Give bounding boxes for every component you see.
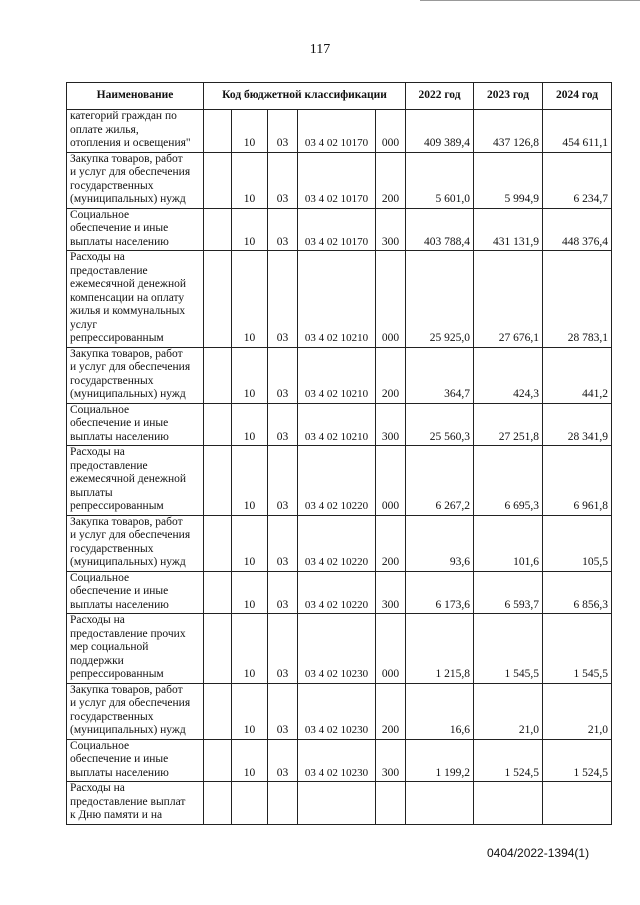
cell-value-2023: 424,3 xyxy=(474,347,543,403)
name-line: услуг xyxy=(70,318,98,331)
cell-target-article: 03 4 02 10230 xyxy=(298,739,376,782)
cell-subsection: 03 xyxy=(268,110,298,153)
cell-spacer xyxy=(204,782,232,825)
cell-subsection: 03 xyxy=(268,571,298,614)
page-number: 117 xyxy=(309,42,331,57)
cell-target-article: 03 4 02 10220 xyxy=(298,446,376,516)
name-line: отопления и освещения" xyxy=(70,137,191,149)
cell-value-2024: 6 961,8 xyxy=(543,446,612,516)
cell-section: 10 xyxy=(232,208,268,251)
name-line: репрессированным xyxy=(70,500,164,512)
cell-spacer xyxy=(204,251,232,348)
cell-subsection xyxy=(268,782,298,825)
cell-expense-type: 200 xyxy=(376,152,406,208)
header-year-2023: 2023 год xyxy=(474,83,543,110)
name-line: государственных xyxy=(70,179,154,192)
cell-expense-type: 000 xyxy=(376,446,406,516)
cell-value-2024: 6 856,3 xyxy=(543,571,612,614)
cell-spacer xyxy=(204,571,232,614)
cell-subsection: 03 xyxy=(268,614,298,684)
cell-name xyxy=(67,403,204,446)
name-line: Расходы на xyxy=(70,782,125,794)
cell-spacer xyxy=(204,739,232,782)
name-line: Закупка товаров, работ xyxy=(70,152,183,165)
name-line: ежемесячной денежной xyxy=(70,278,186,290)
cell-section: 10 xyxy=(232,446,268,516)
cell-value-2022: 364,7 xyxy=(406,347,474,403)
cell-spacer xyxy=(204,403,232,446)
table-row xyxy=(67,683,612,739)
cell-name xyxy=(67,515,204,571)
name-line: мер социальной xyxy=(70,641,149,653)
name-line: и услуг для обеспечения xyxy=(70,166,191,178)
header-name: Наименование xyxy=(67,83,204,110)
table-row xyxy=(67,110,612,153)
name-line: репрессированным xyxy=(70,668,164,680)
cell-subsection: 03 xyxy=(268,251,298,348)
name-line: и услуг для обеспечения xyxy=(70,529,191,541)
cell-target-article: 03 4 02 10170 xyxy=(298,152,376,208)
header-code: Код бюджетной классификации xyxy=(204,83,406,110)
cell-value-2024: 1 545,5 xyxy=(543,614,612,684)
name-line: компенсации на оплату xyxy=(70,291,185,304)
cell-value-2024: 6 234,7 xyxy=(543,152,612,208)
name-line: Закупка товаров, работ xyxy=(70,347,183,360)
cell-value-2022: 6 173,6 xyxy=(406,571,474,614)
header-year-2022: 2022 год xyxy=(406,83,474,110)
cell-spacer xyxy=(204,683,232,739)
cell-section: 10 xyxy=(232,515,268,571)
cell-section: 10 xyxy=(232,347,268,403)
name-line: (муниципальных) нужд xyxy=(70,556,186,568)
name-line: Социальное xyxy=(70,571,130,584)
cell-section: 10 xyxy=(232,683,268,739)
cell-subsection: 03 xyxy=(268,347,298,403)
table-row xyxy=(67,403,612,446)
cell-spacer xyxy=(204,152,232,208)
top-edge-line xyxy=(420,0,640,1)
cell-section: 10 xyxy=(232,403,268,446)
table-row xyxy=(67,515,612,571)
cell-expense-type: 000 xyxy=(376,614,406,684)
cell-name xyxy=(67,614,204,684)
cell-name xyxy=(67,347,204,403)
cell-expense-type: 300 xyxy=(376,403,406,446)
name-line: предоставление прочих xyxy=(70,627,186,640)
cell-value-2023 xyxy=(474,782,543,825)
name-line: выплаты населению xyxy=(70,598,169,611)
cell-value-2022: 25 925,0 xyxy=(406,251,474,348)
name-line: Расходы на xyxy=(70,446,125,458)
name-line: Закупка товаров, работ xyxy=(70,683,183,696)
name-line: предоставление выплат xyxy=(70,795,186,808)
cell-expense-type: 000 xyxy=(376,251,406,348)
cell-target-article: 03 4 02 10220 xyxy=(298,515,376,571)
cell-value-2023: 27 676,1 xyxy=(474,251,543,348)
name-line: и услуг для обеспечения xyxy=(70,361,191,373)
cell-target-article: 03 4 02 10170 xyxy=(298,110,376,153)
name-line: обеспечение и иные xyxy=(70,222,169,234)
name-line: репрессированным xyxy=(70,332,164,344)
cell-name xyxy=(67,110,204,153)
cell-subsection: 03 xyxy=(268,403,298,446)
table-row xyxy=(67,782,612,825)
cell-section: 10 xyxy=(232,571,268,614)
cell-name xyxy=(67,208,204,251)
table-row xyxy=(67,614,612,684)
name-line: Социальное xyxy=(70,739,130,752)
cell-value-2023: 431 131,9 xyxy=(474,208,543,251)
name-line: выплаты населению xyxy=(70,235,169,248)
name-line: к Дню памяти и на xyxy=(70,809,163,821)
name-line: поддержки xyxy=(70,654,124,667)
cell-value-2024 xyxy=(543,782,612,825)
name-line: (муниципальных) нужд xyxy=(70,724,186,736)
table-row xyxy=(67,347,612,403)
name-line: Социальное xyxy=(70,403,130,416)
cell-value-2022: 93,6 xyxy=(406,515,474,571)
name-line: выплаты населению xyxy=(70,766,169,779)
budget-table xyxy=(66,82,612,825)
cell-section xyxy=(232,782,268,825)
cell-expense-type: 300 xyxy=(376,208,406,251)
cell-target-article: 03 4 02 10170 xyxy=(298,208,376,251)
cell-value-2022: 1 215,8 xyxy=(406,614,474,684)
cell-target-article: 03 4 02 10210 xyxy=(298,403,376,446)
cell-subsection: 03 xyxy=(268,152,298,208)
cell-value-2024: 448 376,4 xyxy=(543,208,612,251)
table-body xyxy=(67,110,612,825)
cell-name xyxy=(67,739,204,782)
cell-name xyxy=(67,571,204,614)
cell-target-article xyxy=(298,782,376,825)
name-line: оплате жилья, xyxy=(70,123,139,136)
header-year-2024: 2024 год xyxy=(543,83,612,110)
name-line: и услуг для обеспечения xyxy=(70,697,191,709)
table-header-row xyxy=(67,83,612,110)
name-line: государственных xyxy=(70,542,154,555)
cell-spacer xyxy=(204,208,232,251)
cell-subsection: 03 xyxy=(268,446,298,516)
cell-value-2022: 5 601,0 xyxy=(406,152,474,208)
cell-section: 10 xyxy=(232,152,268,208)
cell-value-2024: 105,5 xyxy=(543,515,612,571)
name-line: Расходы на xyxy=(70,251,125,263)
name-line: Закупка товаров, работ xyxy=(70,515,183,528)
cell-name xyxy=(67,251,204,348)
cell-subsection: 03 xyxy=(268,208,298,251)
cell-value-2023: 5 994,9 xyxy=(474,152,543,208)
cell-expense-type: 200 xyxy=(376,347,406,403)
name-line: ежемесячной денежной xyxy=(70,473,186,485)
cell-value-2023: 6 695,3 xyxy=(474,446,543,516)
name-line: выплаты населению xyxy=(70,430,169,443)
cell-name xyxy=(67,683,204,739)
name-line: категорий граждан по xyxy=(70,110,177,122)
cell-subsection: 03 xyxy=(268,683,298,739)
cell-spacer xyxy=(204,614,232,684)
cell-name xyxy=(67,446,204,516)
cell-value-2022: 6 267,2 xyxy=(406,446,474,516)
table-row xyxy=(67,446,612,516)
cell-expense-type: 200 xyxy=(376,515,406,571)
cell-section: 10 xyxy=(232,110,268,153)
cell-value-2023: 27 251,8 xyxy=(474,403,543,446)
cell-section: 10 xyxy=(232,251,268,348)
cell-name xyxy=(67,782,204,825)
cell-value-2023: 1 545,5 xyxy=(474,614,543,684)
name-line: обеспечение и иные xyxy=(70,753,169,765)
cell-value-2022 xyxy=(406,782,474,825)
table-row xyxy=(67,208,612,251)
table-row xyxy=(67,739,612,782)
name-line: (муниципальных) нужд xyxy=(70,193,186,205)
name-line: обеспечение и иные xyxy=(70,417,169,429)
cell-value-2022: 1 199,2 xyxy=(406,739,474,782)
cell-target-article: 03 4 02 10220 xyxy=(298,571,376,614)
name-line: Социальное xyxy=(70,208,130,221)
cell-section: 10 xyxy=(232,739,268,782)
cell-value-2022: 16,6 xyxy=(406,683,474,739)
cell-expense-type: 300 xyxy=(376,739,406,782)
name-line: предоставление xyxy=(70,459,148,472)
cell-value-2024: 21,0 xyxy=(543,683,612,739)
cell-spacer xyxy=(204,446,232,516)
cell-section: 10 xyxy=(232,614,268,684)
name-line: (муниципальных) нужд xyxy=(70,388,186,400)
name-line: государственных xyxy=(70,374,154,387)
cell-target-article: 03 4 02 10230 xyxy=(298,614,376,684)
cell-value-2024: 28 341,9 xyxy=(543,403,612,446)
cell-value-2024: 454 611,1 xyxy=(543,110,612,153)
document-id: 0404/2022-1394(1) xyxy=(487,846,590,860)
name-line: обеспечение и иные xyxy=(70,585,169,597)
cell-name xyxy=(67,152,204,208)
cell-value-2022: 25 560,3 xyxy=(406,403,474,446)
name-line: Расходы на xyxy=(70,614,125,626)
cell-value-2023: 1 524,5 xyxy=(474,739,543,782)
cell-value-2023: 101,6 xyxy=(474,515,543,571)
cell-expense-type: 200 xyxy=(376,683,406,739)
table-row xyxy=(67,571,612,614)
cell-subsection: 03 xyxy=(268,739,298,782)
cell-target-article: 03 4 02 10210 xyxy=(298,347,376,403)
cell-expense-type: 000 xyxy=(376,110,406,153)
cell-value-2024: 1 524,5 xyxy=(543,739,612,782)
cell-expense-type xyxy=(376,782,406,825)
cell-value-2023: 437 126,8 xyxy=(474,110,543,153)
cell-value-2022: 403 788,4 xyxy=(406,208,474,251)
table-row xyxy=(67,152,612,208)
cell-value-2024: 28 783,1 xyxy=(543,251,612,348)
cell-target-article: 03 4 02 10230 xyxy=(298,683,376,739)
cell-spacer xyxy=(204,110,232,153)
name-line: выплаты xyxy=(70,486,113,499)
cell-spacer xyxy=(204,347,232,403)
cell-spacer xyxy=(204,515,232,571)
name-line: жилья и коммунальных xyxy=(70,305,186,317)
table-row xyxy=(67,251,612,348)
name-line: государственных xyxy=(70,710,154,723)
name-line: предоставление xyxy=(70,264,148,277)
cell-target-article: 03 4 02 10210 xyxy=(298,251,376,348)
cell-subsection: 03 xyxy=(268,515,298,571)
cell-value-2024: 441,2 xyxy=(543,347,612,403)
cell-value-2022: 409 389,4 xyxy=(406,110,474,153)
cell-value-2023: 6 593,7 xyxy=(474,571,543,614)
cell-value-2023: 21,0 xyxy=(474,683,543,739)
cell-expense-type: 300 xyxy=(376,571,406,614)
